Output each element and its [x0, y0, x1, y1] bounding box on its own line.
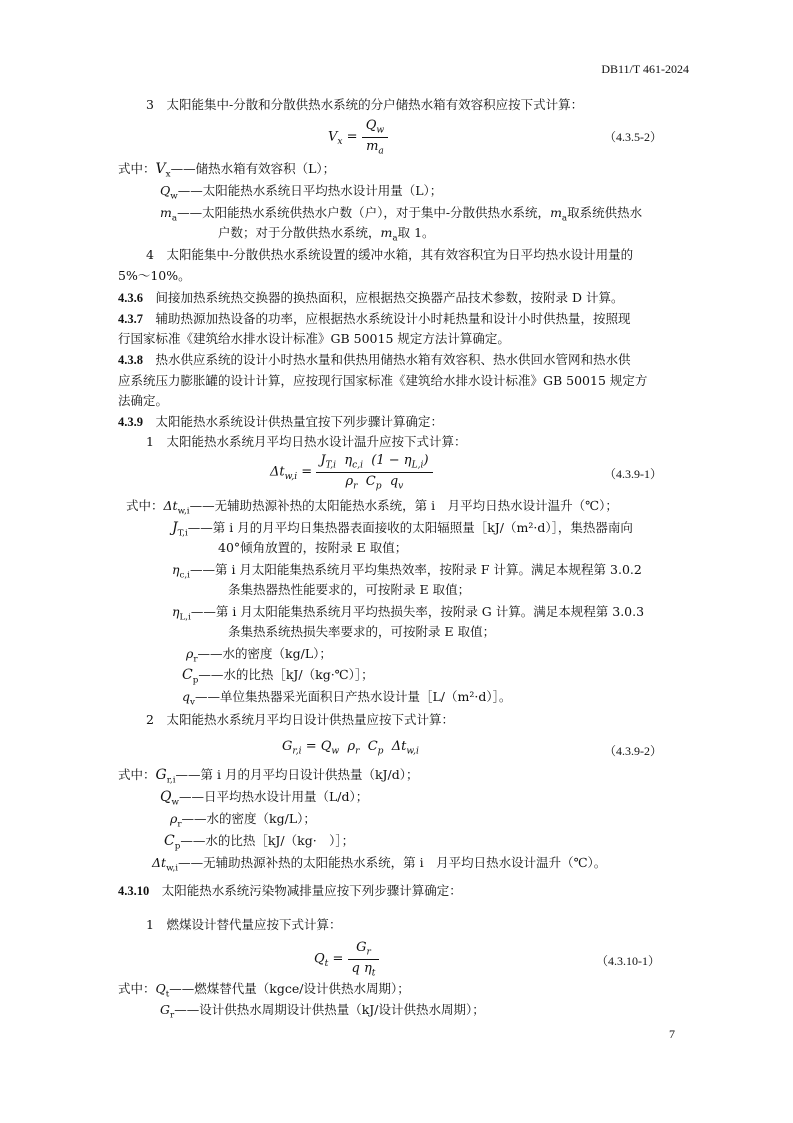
- where-line: $\rho_r——$水的密度（kg/L）；: [186, 646, 332, 665]
- where-line: 式中：$Q_t——$燃煤替代量（kgce/设计供热水周期）；: [118, 981, 410, 1000]
- where-line: $C_p——$水的比热［kJ/（kg·℃）］；: [182, 667, 374, 686]
- where-line: 条集热系统热损失率要求的，可按附录 E 取值；: [228, 624, 496, 639]
- paragraph: 5%～10%。: [118, 268, 191, 283]
- where-line: $q_v——$单位集热器采光面积日产热水设计量［L/（m²·d）］。: [182, 689, 512, 708]
- equation-4-3-5-2: $V_x$ = $\frac{Q_w}{m_a}$: [328, 118, 388, 156]
- header-code: DB11/T 461-2024: [601, 62, 689, 76]
- paragraph: 2 太阳能热水系统月平均日设计供热量应按下式计算：: [146, 712, 454, 727]
- equation-number: （4.3.10-1）: [596, 954, 660, 968]
- paragraph: 1 太阳能热水系统月平均日热水设计温升应按下式计算：: [146, 434, 467, 449]
- section-4-3-8: 4.3.8 热水供应系统的设计小时热水量和供热用储热水箱有效容积、热水供回水管网和热水供: [118, 352, 631, 367]
- paragraph: 3 太阳能集中-分散和分散供热水系统的分户储热水箱有效容积应按下式计算：: [146, 97, 584, 112]
- where-line: 式中：$G_{r,i}——$第 i 月的月平均日设计供热量（kJ/d）；: [118, 767, 419, 786]
- equation-4-3-9-1: $\Delta t_{w,i}$ = $\frac{J_{T,i} \eta_{c,i} (1 - \eta_{L,i})}{\rho_r C_p q_v}$: [270, 453, 433, 491]
- equation-number: （4.3.9-1）: [604, 467, 662, 481]
- where-line: $\eta_{L,i}——$第 i 月太阳能集热系统月平均热损失率，按附录 G 计算。满足本规程第 3.0.3: [172, 604, 645, 623]
- equation-number: （4.3.9-2）: [604, 744, 662, 758]
- paragraph: 1 燃煤设计替代量应按下式计算：: [146, 917, 342, 932]
- section-4-3-9: 4.3.9 太阳能热水系统设计供热量宜按下列步骤计算确定：: [118, 414, 444, 429]
- section-4-3-6: 4.3.6 间接加热系统热交换器的换热面积，应根据热交换器产品技术参数，按附录 D 计算。: [118, 290, 624, 305]
- equation-4-3-9-2: $G_{r,i} = Q_w$ $\rho_r$ $C_p$ $\Delta t_{w,i}$: [282, 739, 419, 757]
- section-4-3-7: 4.3.7 辅助热源加热设备的功率，应根据热水系统设计小时耗热量和设计小时供热量，按照现: [118, 311, 631, 326]
- where-line: $\Delta t_{w,i}——$无辅助热源补热的太阳能热水系统，第 i 月平均日热水设计温升（℃）。: [152, 855, 607, 874]
- where-line: $Q_w——$日平均热水设计用量（L/d）；: [160, 789, 369, 808]
- paragraph: 应系统压力膨胀罐的设计计算，应按现行国家标准《建筑给水排水设计标准》GB 50015 规定方: [118, 373, 648, 388]
- where-line: 40°倾角放置的，按附录 E 取值；: [218, 540, 408, 555]
- equation-number: （4.3.5-2）: [604, 130, 662, 144]
- where-line: $G_r——$设计供热水周期设计供热量（kJ/设计供热水周期）；: [160, 1002, 485, 1021]
- where-line: $m_a——$太阳能热水系统供热水户数（户），对于集中-分散供热水系统，$m_a$取系统供热水: [160, 205, 643, 224]
- where-line: 式中：$\Delta t_{w,i}——$无辅助热源补热的太阳能热水系统，第 i 月平均日热水设计温升（℃）；: [126, 498, 618, 517]
- where-line: $\rho_r——$水的密度（kg/L）；: [170, 811, 316, 830]
- paragraph: 4 太阳能集中-分散供热水系统设置的缓冲水箱，其有效容积宜为日平均热水设计用量的: [146, 247, 634, 262]
- where-line: $Q_w——$太阳能热水系统日平均热水设计用量（L）；: [160, 183, 443, 202]
- paragraph: 行国家标准《建筑给水排水设计标准》GB 50015 规定方法计算确定。: [118, 331, 510, 346]
- where-line: $J_{T,i}——$第 i 月的月平均日集热器表面接收的太阳辐照量［kJ/（m²·d）］，集热器南向: [172, 520, 633, 539]
- equation-4-3-10-1: $Q_t$ = $\frac{G_r}{q \eta_t}$: [314, 940, 379, 978]
- paragraph: 法确定。: [118, 393, 169, 408]
- page-number: 7: [669, 1027, 675, 1041]
- where-line: $\eta_{c,i}——$第 i 月太阳能集热系统月平均集热效率，按附录 F 计算。满足本规程第 3.0.2: [172, 562, 642, 581]
- where-line: 式中：$V_x——$储热水箱有效容积（L）；: [118, 161, 336, 180]
- where-line: 条集热器热性能要求的，可按附录 E 取值；: [228, 582, 471, 597]
- where-line: $C_p——$水的比热［kJ/（kg· ）］；: [164, 833, 355, 852]
- where-line: 户数；对于分散供热水系统，$m_a$取 1。: [218, 225, 435, 244]
- section-4-3-10: 4.3.10 太阳能热水系统污染物减排量应按下列步骤计算确定：: [118, 883, 462, 898]
